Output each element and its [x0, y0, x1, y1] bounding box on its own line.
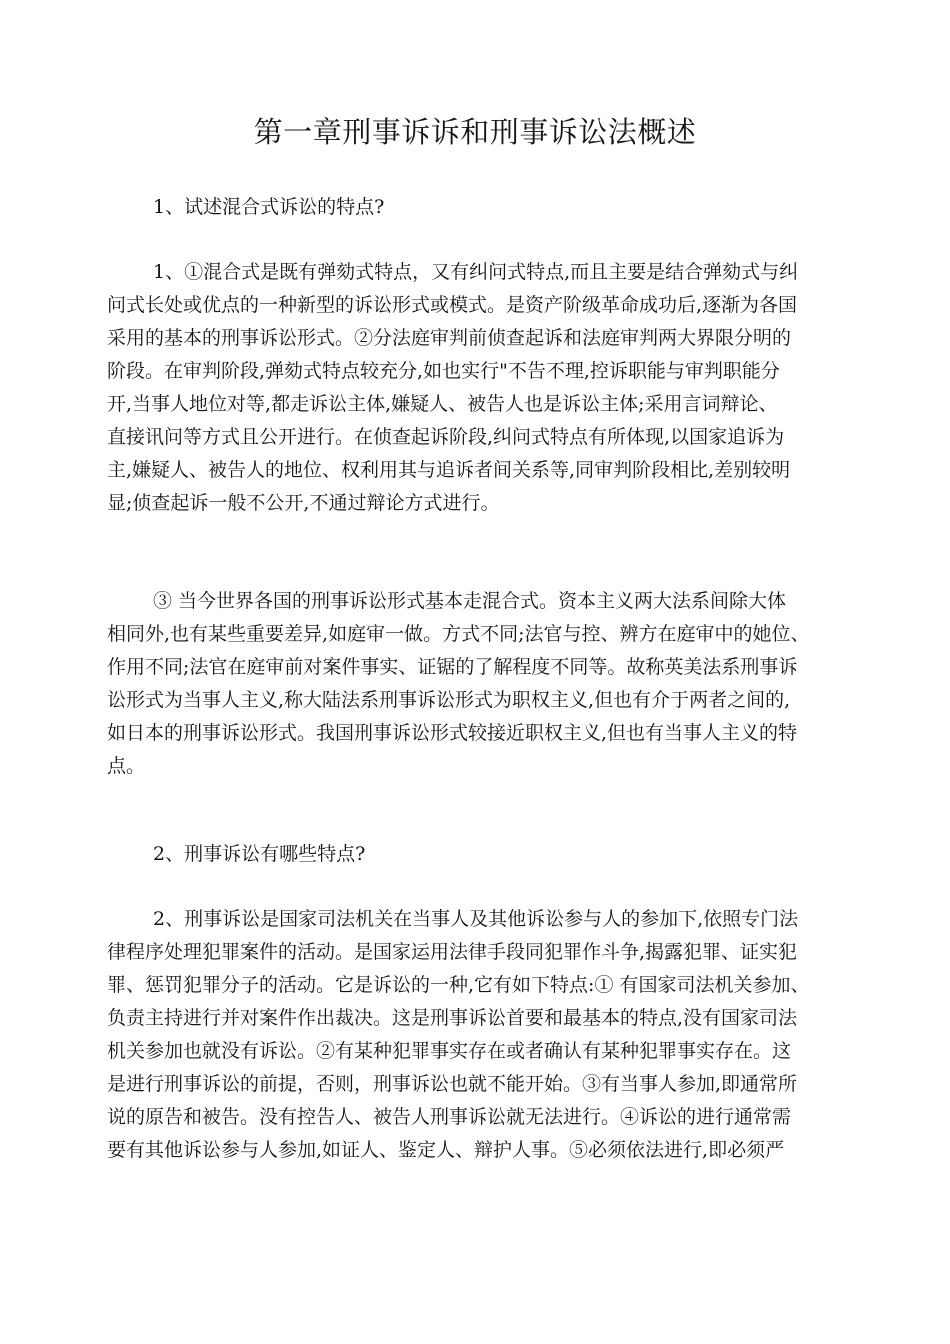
text-line: 点。 — [107, 755, 146, 777]
text-line: 负责主持进行并对案件作出裁决。这是刑事诉讼首要和最基本的特点,没有国家司法 — [107, 1007, 798, 1029]
text-line: 采用的基本的刑事诉讼形式。②分法庭审判前侦查起诉和法庭审判两大界限分明的 — [107, 327, 792, 349]
text-line: ③ 当今世界各国的刑事诉讼形式基本走混合式。资本主义两大法系间除大体 — [153, 590, 787, 612]
question-2: 2、刑事诉讼有哪些特点? — [153, 843, 366, 865]
text-line: 相同外,也有某些重要差异,如庭审一做。方式不同;法官与控、辨方在庭审中的她位、 — [107, 623, 810, 645]
text-line: 罪、惩罚犯罪分子的活动。它是诉讼的一种,它有如下特点:① 有国家司法机关参加、 — [107, 974, 810, 996]
question-1: 1、试述混合式诉讼的特点? — [153, 196, 385, 218]
text-line: 机关参加也就没有诉讼。②有某种犯罪事实存在或者确认有某种犯罪事实存在。这 — [107, 1040, 792, 1062]
answer-1-paragraph-1 — [107, 256, 855, 520]
text-line: 开,当事人地位对等,都走诉讼主体,嫌疑人、被告人也是诉讼主体;采用言词辩论、 — [107, 393, 778, 415]
text-line: 作用不同;法官在庭审前对案件事实、证锯的了解程度不同等。故称英美法系刑事诉 — [107, 656, 798, 678]
text-line: 2、刑事诉讼是国家司法机关在当事人及其他诉讼参与人的参加下,依照专门法 — [153, 908, 799, 930]
answer-1-paragraph-2 — [107, 585, 855, 783]
text-line: 阶段。在审判阶段,弹劾式特点较充分,如也实行"不告不理,控诉职能与审判职能分 — [107, 360, 780, 382]
text-line: 说的原告和被告。没有控告人、被告人刑事诉讼就无法进行。④诉讼的进行通常需 — [107, 1106, 792, 1128]
text-line: 直接讯问等方式且公开进行。在侦查起诉阶段,纠问式特点有所体现,以国家追诉为 — [107, 426, 785, 448]
chapter-title: 第一章刑事诉诉和刑事诉讼法概述 — [253, 115, 697, 149]
text-line: 讼形式为当事人主义,称大陆法系刑事诉讼形式为职权主义,但也有介于两者之间的, — [107, 689, 791, 711]
text-line: 显;侦查起诉一般不公开,不通过辩论方式进行。 — [107, 492, 500, 514]
text-line: 问式长处或优点的一种新型的诉讼形式或模式。是资产阶级革命成功后,逐渐为各国 — [107, 294, 798, 316]
text-line: 主,嫌疑人、被告人的地位、权利用其与追诉者间关系等,同审判阶段相比,差别较明 — [107, 459, 791, 481]
text-line: 如日本的刑事诉讼形式。我国刑事诉讼形式较接近职权主义,但也有当事人主义的特 — [107, 722, 798, 744]
answer-2-paragraph-1 — [107, 903, 855, 1167]
text-line: 要有其他诉讼参与人参加,如证人、鉴定人、辩护人事。⑤必须依法进行,即必须严 — [107, 1139, 785, 1161]
text-line: 是进行刑事诉讼的前提，否则，刑事诉讼也就不能开始。③有当事人参加,即通常所 — [107, 1073, 798, 1095]
text-line: 1、①混合式是既有弹劾式特点，又有纠问式特点,而且主要是结合弹劾式与纠 — [153, 261, 799, 283]
text-line: 律程序处理犯罪案件的活动。是国家运用法律手段同犯罪作斗争,揭露犯罪、证实犯 — [107, 941, 798, 963]
